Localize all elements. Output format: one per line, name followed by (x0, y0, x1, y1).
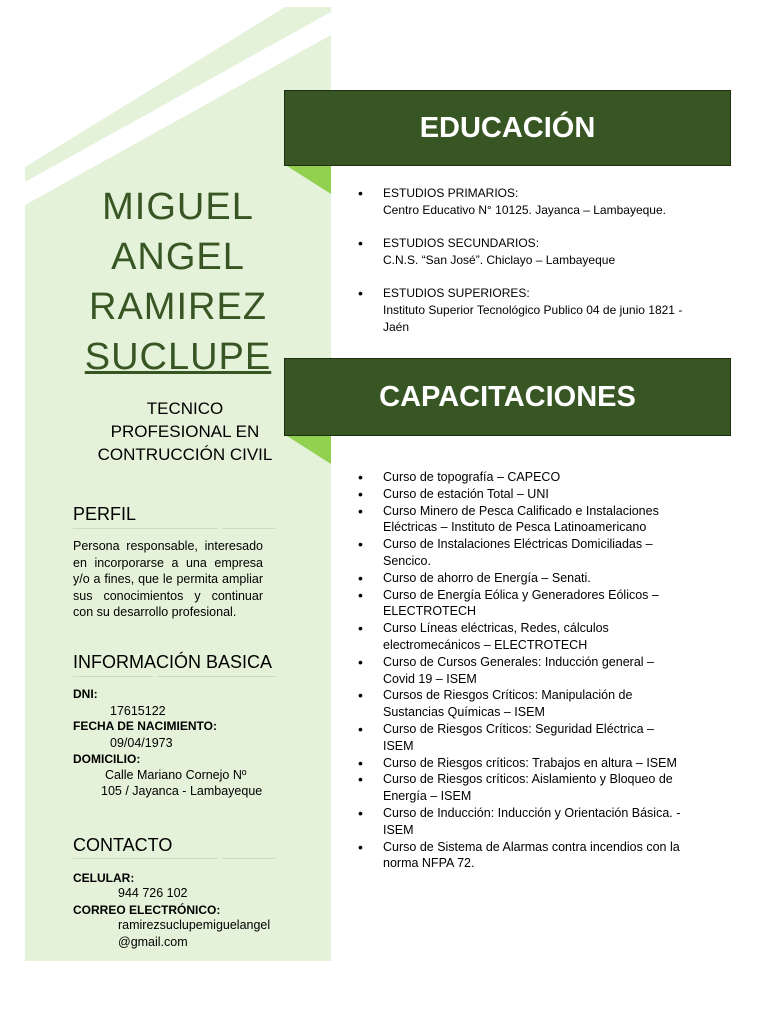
phone-label: CELULAR: (73, 871, 135, 885)
name-line-1: MIGUEL (102, 186, 254, 228)
address-label: DOMICILIO: (73, 752, 141, 766)
name-line-4: SUCLUPE (84, 336, 272, 378)
email-label: CORREO ELECTRÓNICO: (73, 903, 221, 917)
education-place: Centro Educativo N° 10125. Jayanca – Lambayeque. (383, 203, 666, 217)
info-divider-long (157, 676, 275, 677)
education-level: • ESTUDIOS SECUNDARIOS: (383, 236, 540, 250)
trainings-banner (284, 358, 731, 436)
phone-value: 944 726 102 (118, 886, 188, 900)
trainings-heading: CAPACITACIONES (379, 380, 636, 413)
education-item (358, 185, 683, 219)
contact-divider (73, 858, 218, 859)
education-place: C.N.S. “San José”. Chiclayo – Lambayeque (383, 253, 616, 267)
training-item: • Curso Minero de Pesca Calificado e Instalaciones Eléctricas – Instituto de Pesca Latinoamericano (358, 503, 683, 537)
perfil-divider-short (223, 528, 275, 529)
education-level: • ESTUDIOS SUPERIORES: (383, 286, 530, 300)
training-item: • Curso de Riesgos críticos: Aislamiento y Bloqueo de Energía – ISEM (358, 771, 683, 805)
training-item: • Curso de Riesgos críticos: Trabajos en altura – ISEM (358, 755, 683, 772)
dni-value: 17615122 (110, 704, 166, 718)
training-item: • Curso de Energía Eólica y Generadores Eólicos – ELECTROTECH (358, 587, 683, 621)
birth-value: 09/04/1973 (110, 736, 173, 750)
training-item: • Curso de estación Total – UNI (358, 486, 683, 503)
education-banner-fold (287, 166, 331, 194)
education-item (358, 235, 683, 269)
education-level: • ESTUDIOS PRIMARIOS: (383, 186, 519, 200)
email-line-1: ramirezsuclupemiguelangel (118, 918, 271, 932)
training-item: • Curso de Sistema de Alarmas contra incendios con la norma NFPA 72. (358, 839, 683, 873)
perfil-text: Persona responsable, interesado en incorporarse a una empresa y/o a fines, que le permita ampliar sus conocimientos y continuar con su desarrollo profesional. (73, 539, 263, 619)
education-place: Instituto Superior Tecnológico Publico 04 de junio 1821 - Jaén (383, 303, 683, 334)
perfil-divider (73, 528, 218, 529)
job-title-line-1: TECNICO (146, 399, 224, 418)
education-heading: EDUCACIÓN (419, 111, 596, 144)
info-divider (73, 676, 153, 677)
training-item: • Curso de Inducción: Inducción y Orientación Básica. - ISEM (358, 805, 683, 839)
training-item: • Cursos de Riesgos Críticos: Manipulación de Sustancias Químicas – ISEM (358, 687, 683, 721)
address-line-2: 105 / Jayanca - Lambayeque (101, 784, 263, 798)
job-title-line-2: PROFESIONAL EN (110, 422, 260, 441)
training-item: • Curso de ahorro de Energía – Senati. (358, 570, 683, 587)
training-item: • Curso de Riesgos Críticos: Seguridad Eléctrica – ISEM (358, 721, 683, 755)
contact-heading: CONTACTO (73, 835, 173, 855)
info-heading: INFORMACIÓN BASICA (73, 652, 273, 672)
trainings-list (358, 469, 683, 872)
job-title (65, 397, 305, 466)
name-line-3: RAMIREZ (89, 286, 267, 328)
training-item: • Curso de Cursos Generales: Inducción general – Covid 19 – ISEM (358, 654, 683, 688)
job-title-line-3: CONTRUCCIÓN CIVIL (97, 445, 273, 464)
trainings-banner-fold (287, 436, 331, 464)
person-name (25, 182, 331, 382)
contact-divider-short (223, 858, 275, 859)
education-banner (284, 90, 731, 166)
address-line-1: Calle Mariano Cornejo Nº (105, 768, 247, 782)
name-line-2: ANGEL (111, 236, 245, 278)
education-item (358, 285, 683, 336)
perfil-heading: PERFIL (73, 504, 137, 524)
email-line-2: @gmail.com (118, 935, 188, 949)
birth-label: FECHA DE NACIMIENTO: (73, 719, 217, 733)
education-list (358, 185, 683, 352)
training-item: • Curso de Instalaciones Eléctricas Domiciliadas – Sencico. (358, 536, 683, 570)
training-item: • Curso de topografía – CAPECO (358, 469, 683, 486)
dni-label: DNI: (73, 687, 98, 701)
training-item: • Curso Líneas eléctricas, Redes, cálculos electromecánicos – ELECTROTECH (358, 620, 683, 654)
